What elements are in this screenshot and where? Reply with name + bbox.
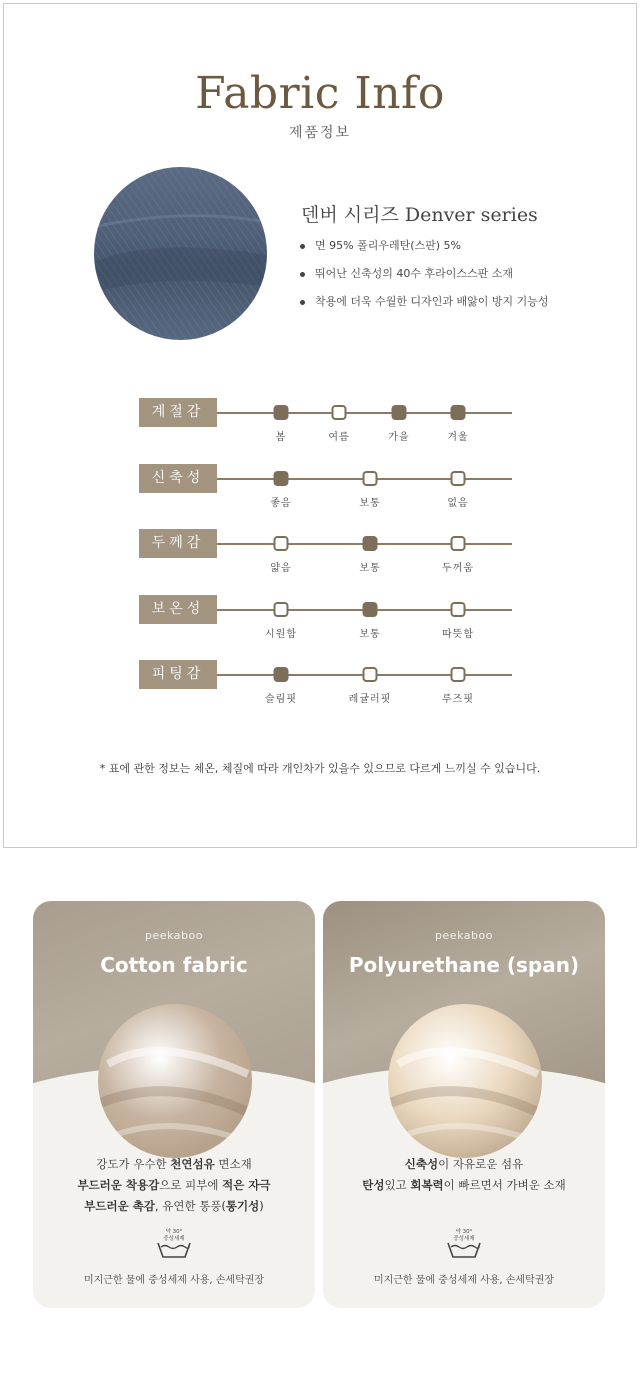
- description-line: 탄성있고 회복력이 빠르면서 가벼운 소재: [362, 1178, 566, 1192]
- scale-marker-selected: [274, 471, 289, 486]
- page-subtitle: 제품정보: [288, 125, 352, 141]
- description-line: 부드러운 촉감, 유연한 통풍(통기성): [84, 1199, 264, 1213]
- scale-marker-selected: [274, 405, 289, 420]
- care-instructions: 미지근한 물에 중성세제 사용, 손세탁권장: [83, 1275, 265, 1286]
- scale-marker: [332, 405, 347, 420]
- description-line: 강도가 우수한 천연섬유 면소재: [96, 1157, 252, 1171]
- property-row: [0, 595, 640, 645]
- property-row: [0, 398, 640, 448]
- scale-option-label: 슬림핏: [265, 694, 297, 705]
- scale-option-label: 두꺼움: [442, 563, 474, 574]
- fabric-name: Polyurethane (span): [348, 953, 580, 977]
- denim-swatch-image: [94, 167, 267, 340]
- svg-text:약 30°: 약 30°: [455, 1229, 473, 1235]
- scale-option-label: 없음: [447, 498, 469, 509]
- scale-marker: [451, 602, 466, 617]
- scale-option-label: 겨울: [447, 432, 469, 443]
- scale-option-label: 루즈핏: [442, 694, 474, 705]
- hand-wash-icon: [444, 1226, 484, 1260]
- property-row: [0, 529, 640, 579]
- scale-marker: [451, 471, 466, 486]
- property-row: [0, 464, 640, 514]
- fabric-closeup-image: [388, 1004, 542, 1158]
- brand-logo: peekaboo: [145, 929, 203, 942]
- svg-text:중성세제: 중성세제: [163, 1236, 185, 1242]
- scale-option-label: 레귤러핏: [348, 694, 392, 705]
- description-line: 부드러운 착용감으로 피부에 적은 자극: [77, 1178, 271, 1192]
- scale-marker: [363, 471, 378, 486]
- feature-item: 면 95% 폴리우레탄(스판) 5%: [298, 238, 549, 266]
- svg-text:약 30°: 약 30°: [165, 1229, 183, 1235]
- scale-marker-selected: [392, 405, 407, 420]
- scale-marker-selected: [363, 536, 378, 551]
- feature-list: [298, 238, 549, 322]
- scale-option-label: 시원함: [265, 629, 297, 640]
- property-label: 신축성: [139, 464, 217, 493]
- scale-line: [217, 412, 512, 414]
- scale-marker: [274, 536, 289, 551]
- scale-option-label: 보통: [359, 629, 381, 640]
- scale-marker: [451, 536, 466, 551]
- scale-marker: [451, 667, 466, 682]
- feature-item: 착용에 더욱 수월한 디자인과 배앓이 방지 기능성: [298, 294, 549, 322]
- brand-logo: peekaboo: [435, 929, 493, 942]
- scale-marker: [274, 602, 289, 617]
- scale-option-label: 봄: [275, 432, 287, 443]
- property-label: 피팅감: [139, 660, 217, 689]
- care-instructions: 미지근한 물에 중성세제 사용, 손세탁권장: [373, 1275, 555, 1286]
- scale-marker: [363, 667, 378, 682]
- fabric-description: [323, 1154, 605, 1196]
- page-title: Fabric Info: [195, 68, 445, 119]
- svg-text:중성세제: 중성세제: [453, 1236, 475, 1242]
- series-title: 덴버 시리즈 Denver series: [301, 204, 538, 226]
- scale-marker-selected: [363, 602, 378, 617]
- fabric-card: [323, 901, 605, 1308]
- scale-option-label: 따뜻함: [442, 629, 474, 640]
- bullet-icon: [300, 300, 305, 305]
- bullet-icon: [300, 244, 305, 249]
- fabric-card: [33, 901, 315, 1308]
- property-row: [0, 660, 640, 710]
- scale-option-label: 얇음: [270, 563, 292, 574]
- scale-option-label: 보통: [359, 563, 381, 574]
- scale-option-label: 여름: [328, 432, 350, 443]
- bullet-icon: [300, 272, 305, 277]
- disclaimer-note: * 표에 관한 정보는 체온, 체질에 따라 개인차가 있을수 있으므로 다르게 느끼실 수 있습니다.: [99, 762, 541, 775]
- fabric-closeup-image: [98, 1004, 252, 1158]
- scale-marker-selected: [274, 667, 289, 682]
- description-line: 신축성이 자유로운 섬유: [404, 1157, 524, 1171]
- hand-wash-icon: [154, 1226, 194, 1260]
- fabric-name: Cotton fabric: [100, 953, 248, 977]
- scale-option-label: 좋음: [270, 498, 292, 509]
- fabric-description: [33, 1154, 315, 1217]
- property-label: 보온성: [139, 595, 217, 624]
- property-label: 두께감: [139, 529, 217, 558]
- feature-item: 뛰어난 신축성의 40수 후라이스스판 소재: [298, 266, 549, 294]
- scale-option-label: 보통: [359, 498, 381, 509]
- property-label: 계절감: [139, 398, 217, 427]
- scale-option-label: 가을: [388, 432, 410, 443]
- scale-marker-selected: [451, 405, 466, 420]
